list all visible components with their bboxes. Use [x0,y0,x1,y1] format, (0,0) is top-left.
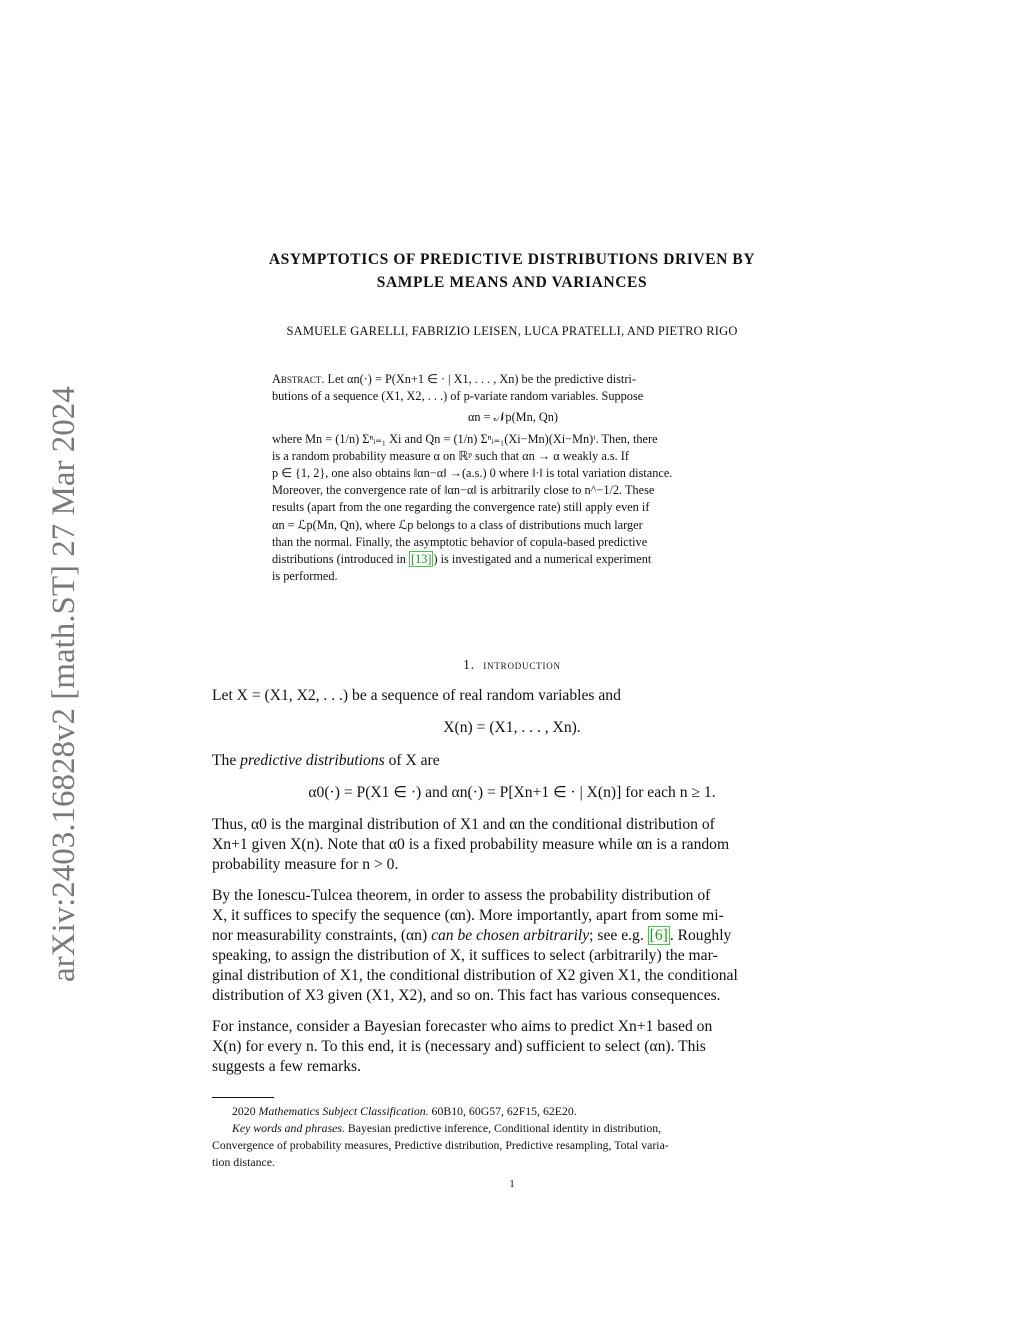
msc-year: 2020 [232,1104,259,1118]
abstract-line: is performed. [272,569,338,584]
abstract-line: p ∈ {1, 2}, one also obtains ‖αn−α‖ →(a.s.) 0 where ‖·‖ is total variation distance. [272,466,673,481]
abstract [272,371,754,585]
abstract-line: results (apart from the one regarding the convergence rate) still apply even if [272,500,650,515]
abstract-line: distributions (introduced in [272,552,409,567]
body-line: ginal distribution of X1, the conditional distribution of X2 given X1, the conditional [212,967,738,984]
body-line: By the Ionescu-Tulcea theorem, in order to assess the probability distribution of [212,887,711,904]
keywords-text: tion distance. [212,1155,275,1169]
emphasis-text: predictive distributions [240,752,385,769]
section-heading [212,657,812,673]
body-text: of X are [384,752,440,769]
footnote-rule [212,1097,274,1098]
body-line: X(n) for every n. To this end, it is (necessary and) sufficient to select (αn). This [212,1038,706,1055]
body-text: ; see e.g. [589,927,648,944]
body-line: X, it suffices to specify the sequence (αn). More importantly, apart from some mi- [212,907,724,924]
paragraph-2 [212,751,812,771]
abstract-line: ) is investigated and a numerical experiment [433,552,652,567]
page-number: 1 [509,1178,515,1190]
section-number: 1. [463,657,475,672]
paragraph-3 [212,815,812,875]
body-line: speaking, to assign the distribution of X, it suffices to select (arbitrarily) the mar- [212,947,718,964]
title-line-2: SAMPLE MEANS AND VARIANCES [376,274,648,291]
body-text: nor measurability constraints, (αn) [212,927,432,944]
body-line: Xn+1 given X(n). Note that α0 is a fixed probability measure while αn is a random [212,836,730,853]
arxiv-identifier: arXiv:2403.16828v2 [math.ST] 27 Mar 2024 [46,386,82,982]
msc-codes: 60B10, 60G57, 62F15, 62E20. [428,1104,577,1118]
abstract-line: Let αn(·) = P(Xn+1 ∈ · | X1, . . . , Xn) be the predictive distri- [324,372,636,386]
title-line-1: ASYMPTOTICS OF PREDICTIVE DISTRIBUTIONS DRIVEN BY [268,251,756,268]
citation-link-6[interactable]: [6] [649,927,668,944]
body-line: probability measure for n > 0. [212,856,399,873]
abstract-line: than the normal. Finally, the asymptotic behavior of copula-based predictive [272,534,648,549]
citation-link-13[interactable]: [13] [410,552,432,567]
author-list: SAMUELE GARELLI, FABRIZIO LEISEN, LUCA PRATELLI, AND PIETRO RIGO [286,324,738,338]
abstract-line: where Mn = (1/n) Σⁿᵢ₌₁ Xi and Qn = (1/n) Σⁿᵢ₌₁(Xi−Mn)(Xi−Mn)ᵗ. Then, there [272,431,658,446]
body-line: suggests a few remarks. [212,1058,361,1075]
body-line: distribution of X3 given (X1, X2), and so on. This fact has various consequences. [212,987,721,1004]
body-text: . Roughly [669,927,732,944]
paper-title [200,248,824,294]
keywords-label: Key words and phrases. [232,1121,345,1135]
keywords-text: Convergence of probability measures, Predictive distribution, Predictive resampling, Total varia- [212,1138,669,1152]
paragraph-4 [212,886,812,1006]
abstract-equation: αn = 𝒩p(Mn, Qn) [467,410,559,425]
keywords-text: Bayesian predictive inference, Conditional identity in distribution, [344,1121,662,1135]
paragraph-1 [212,686,812,706]
abstract-line: is a random probability measure α on ℝᵖ such that αn → α weakly a.s. If [272,448,629,463]
abstract-line: Moreover, the convergence rate of ‖αn−α‖ is arbitrarily close to n^−1/2. These [272,483,655,498]
footnote [212,1103,812,1171]
body-line: Thus, α0 is the marginal distribution of X1 and αn the conditional distribution of [212,816,715,833]
paragraph-5 [212,1017,812,1077]
abstract-line: αn = ℒp(Mn, Qn), where ℒp belongs to a class of distributions much larger [272,517,643,532]
abstract-label: Abstract. [272,372,325,386]
equation-2: α0(·) = P(X1 ∈ ·) and αn(·) = P[Xn+1 ∈ · | X(n)] for each n ≥ 1. [308,784,716,801]
equation-1: X(n) = (X1, . . . , Xn). [443,719,581,736]
msc-label: Mathematics Subject Classification. [258,1104,429,1118]
section-title: introduction [483,657,561,672]
body-text: The [212,752,241,769]
abstract-line: butions of a sequence (X1, X2, . . .) of p-variate random variables. Suppose [272,389,644,404]
body-line: For instance, consider a Bayesian forecaster who aims to predict Xn+1 based on [212,1018,713,1035]
emphasis-text: can be chosen arbitrarily [431,927,590,944]
body-line: Let X = (X1, X2, . . .) be a sequence of real random variables and [212,687,621,704]
